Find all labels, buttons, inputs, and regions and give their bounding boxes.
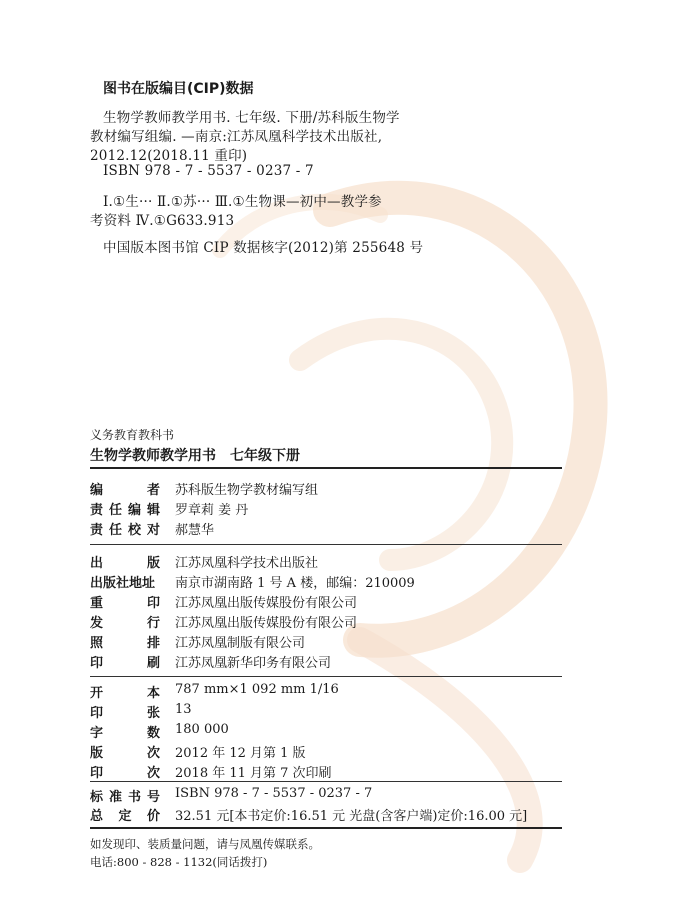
cip-isbn: ISBN 978 - 7 - 5537 - 0237 - 7 bbox=[103, 163, 314, 179]
divider bbox=[90, 544, 562, 545]
info-label: 出 版 bbox=[90, 556, 160, 571]
info-value: 787 mm×1 092 mm 1/16 bbox=[175, 682, 339, 697]
info-value: 32.51 元[本书定价:16.51 元 光盘(含客户端)定价:16.00 元] bbox=[175, 809, 528, 824]
book-title bbox=[90, 445, 300, 465]
info-value: 2018 年 11 月第 7 次印刷 bbox=[175, 766, 332, 781]
info-value: 罗章莉 姜 丹 bbox=[175, 503, 249, 518]
info-value: 180 000 bbox=[175, 722, 229, 737]
info-label: 印 刷 bbox=[90, 656, 160, 671]
info-value: 南京市湖南路 1 号 A 楼，邮编：210009 bbox=[175, 576, 415, 591]
divider bbox=[90, 827, 562, 829]
info-value: 2012 年 12 月第 1 版 bbox=[175, 746, 306, 761]
info-label: 标 准 书 号 bbox=[90, 790, 160, 805]
series-name: 义务教育教科书 bbox=[90, 428, 175, 442]
divider bbox=[90, 467, 562, 469]
info-label: 印 张 bbox=[90, 706, 160, 721]
info-label: 出版社地址 bbox=[90, 576, 156, 591]
cip-line-1: 生物学教师教学用书. 七年级. 下册/苏科版生物学 bbox=[103, 110, 400, 126]
info-value: 江苏凤凰出版传媒股份有限公司 bbox=[175, 616, 358, 631]
info-label: 编 者 bbox=[90, 483, 160, 498]
book-title-main: 生物学教师教学用书 bbox=[90, 448, 216, 464]
info-label: 责 任 编 辑 bbox=[90, 503, 160, 518]
info-label: 重 印 bbox=[90, 596, 160, 611]
cip-heading: 图书在版编目(CIP)数据 bbox=[103, 81, 254, 97]
info-value: 江苏凤凰出版传媒股份有限公司 bbox=[175, 596, 358, 611]
cip-line-3: 2012.12(2018.11 重印) bbox=[90, 148, 248, 164]
divider bbox=[90, 781, 562, 782]
info-value: 苏科版生物学教材编写组 bbox=[175, 483, 319, 498]
info-value: 江苏凤凰科学技术出版社 bbox=[175, 556, 319, 571]
info-label: 版 次 bbox=[90, 746, 160, 761]
info-value: 13 bbox=[175, 702, 192, 717]
divider bbox=[90, 676, 562, 677]
book-title-grade: 七年级下册 bbox=[230, 448, 300, 464]
contact-phone: 电话:800 - 828 - 1132(同话拨打) bbox=[90, 855, 268, 869]
info-label: 印 次 bbox=[90, 766, 160, 781]
info-value: 郝慧华 bbox=[175, 523, 215, 538]
quality-notice: 如发现印、装质量问题，请与凤凰传媒联系。 bbox=[90, 837, 320, 851]
info-label: 总 定 价 bbox=[90, 809, 160, 824]
cip-line-5: Ⅰ.①生··· Ⅱ.①苏··· Ⅲ.①生物课—初中—教学参 bbox=[103, 194, 382, 210]
info-label: 照 排 bbox=[90, 636, 160, 651]
cip-line-6: 考资料 Ⅳ.①G633.913 bbox=[90, 213, 235, 229]
info-label: 责 任 校 对 bbox=[90, 523, 160, 538]
info-label: 发 行 bbox=[90, 616, 160, 631]
cip-line-2: 教材编写组编. —南京:江苏凤凰科学技术出版社, bbox=[90, 129, 383, 145]
info-label: 字 数 bbox=[90, 726, 160, 741]
cip-verification: 中国版本图书馆 CIP 数据核字(2012)第 255648 号 bbox=[103, 240, 424, 256]
info-value: ISBN 978 - 7 - 5537 - 0237 - 7 bbox=[175, 786, 373, 801]
info-value: 江苏凤凰新华印务有限公司 bbox=[175, 656, 332, 671]
info-label: 开 本 bbox=[90, 686, 160, 701]
info-value: 江苏凤凰制版有限公司 bbox=[175, 636, 306, 651]
